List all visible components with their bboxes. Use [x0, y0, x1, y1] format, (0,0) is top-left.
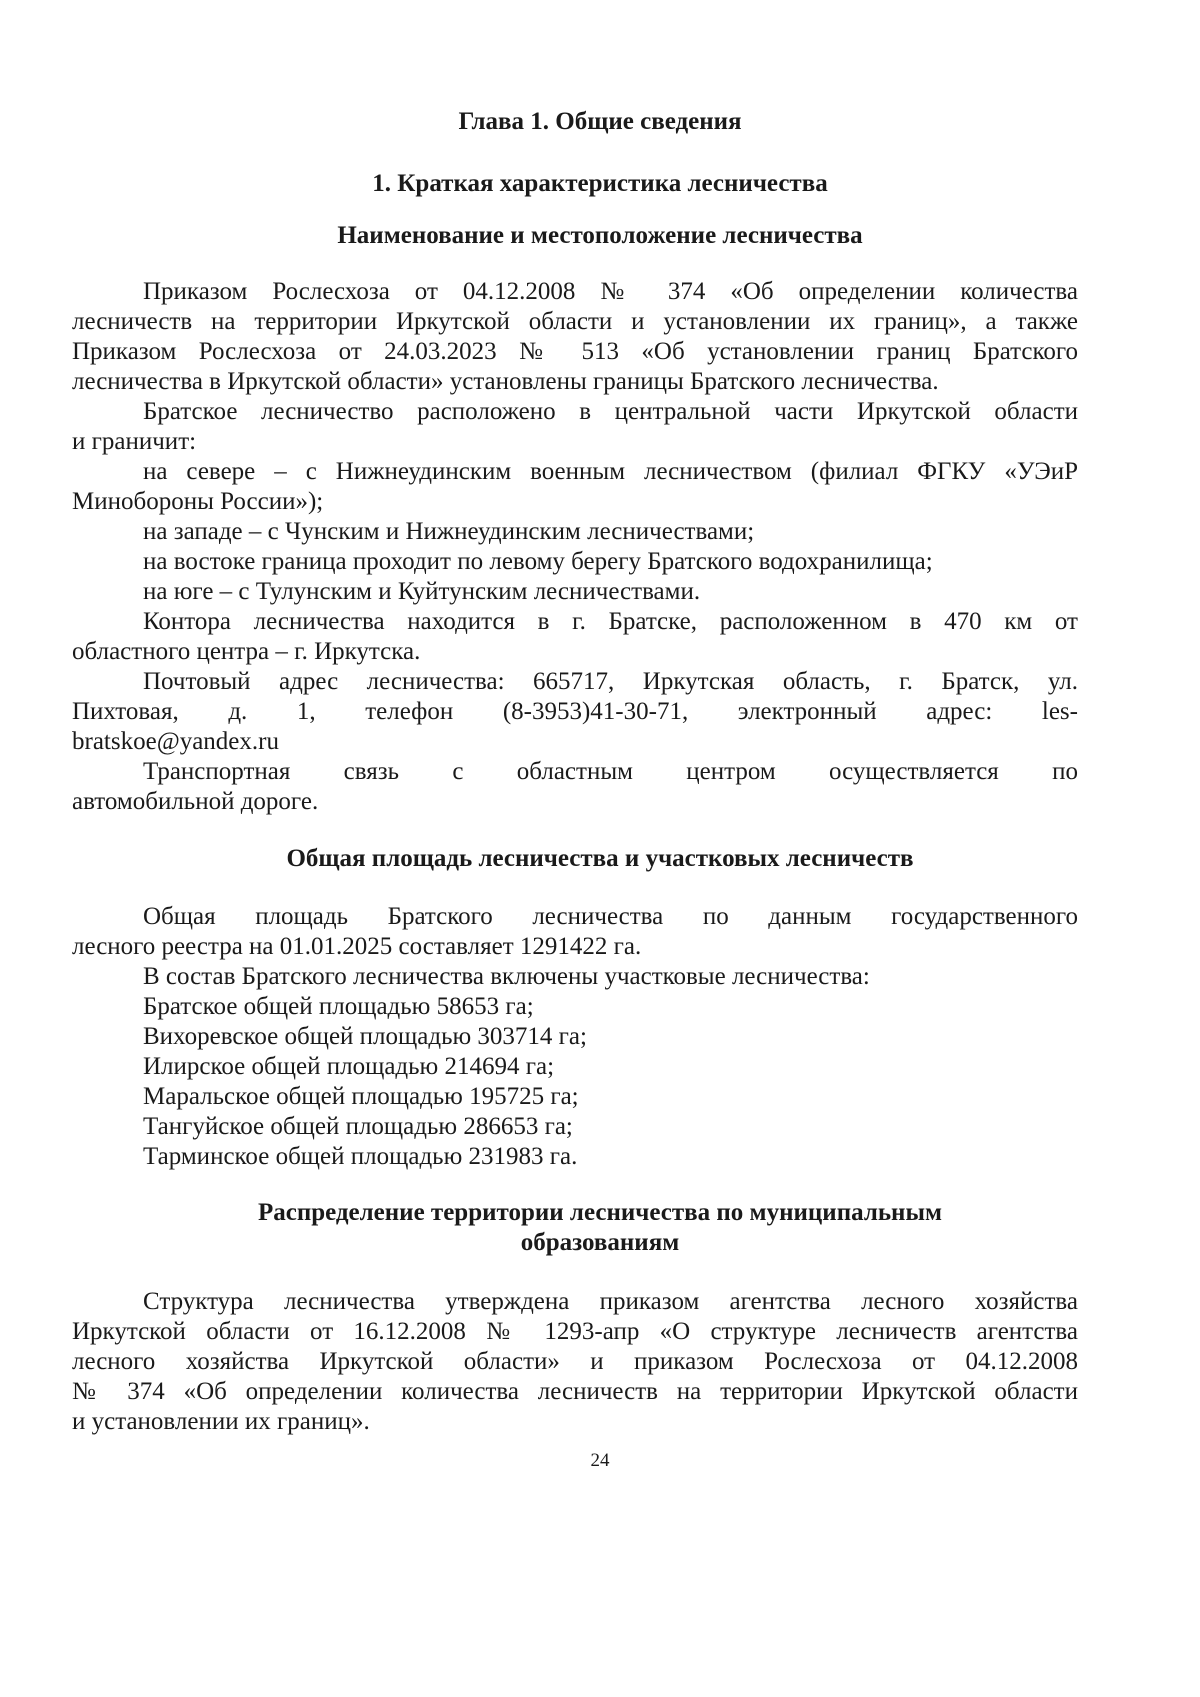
text-line: В состав Братского лесничества включены участковые лесничества:: [143, 963, 870, 990]
chapter-heading: Глава 1. Общие сведения: [458, 108, 742, 135]
list-item: Тангуйское общей площадью 286653 га;: [143, 1113, 573, 1140]
text-line: и граничит:: [72, 428, 197, 455]
text-line: на востоке граница проходит по левому берегу Братского водохранилища;: [143, 548, 933, 575]
text-line: на западе – с Чунским и Нижнеудинским лесничествами;: [143, 518, 755, 545]
subheading-distribution-cont: образованиям: [520, 1229, 680, 1256]
text-line: областного центра – г. Иркутска.: [72, 638, 421, 665]
section-heading: 1. Краткая характеристика лесничества: [372, 170, 828, 197]
text-line: Приказом Рослесхоза от 04.12.2008 № 374 «Об определении количества: [143, 278, 1078, 305]
text-line: лесного реестра на 01.01.2025 составляет 1291422 га.: [72, 933, 642, 960]
text-line: Общая площадь Братского лесничества по данным государственного: [143, 903, 1078, 930]
text-line: автомобильной дороге.: [72, 788, 319, 815]
text-line: и установлении их границ».: [72, 1408, 370, 1435]
subheading-distribution: Распределение территории лесничества по муниципальным: [257, 1199, 943, 1226]
list-item: Вихоревское общей площадью 303714 га;: [143, 1023, 587, 1050]
text-line: лесного хозяйства Иркутской области» и приказом Рослесхоза от 04.12.2008: [72, 1348, 1078, 1375]
list-item: Братское общей площадью 58653 га;: [143, 993, 534, 1020]
text-line: Транспортная связь с областным центром осуществляется по: [143, 758, 1078, 785]
text-line: на севере – с Нижнеудинским военным лесничеством (филиал ФГКУ «УЭиР: [143, 458, 1078, 485]
text-line: лесничеств на территории Иркутской области и установлении их границ», а также: [72, 308, 1078, 335]
text-line: Братское лесничество расположено в центральной части Иркутской области: [143, 398, 1078, 425]
text-line: Контора лесничества находится в г. Братске, расположенном в 470 км от: [143, 608, 1078, 635]
subheading-name-location: Наименование и местоположение лесничества: [337, 222, 863, 249]
text-line: Пихтовая, д. 1, телефон (8-3953)41-30-71, электронный адрес: les-: [72, 698, 1078, 725]
list-item: Илирское общей площадью 214694 га;: [143, 1053, 555, 1080]
subheading-area: Общая площадь лесничества и участковых лесничеств: [286, 845, 914, 872]
text-line: Почтовый адрес лесничества: 665717, Иркутская область, г. Братск, ул.: [143, 668, 1078, 695]
text-line: Минобороны России»);: [72, 488, 324, 515]
list-item: Тарминское общей площадью 231983 га.: [143, 1143, 578, 1170]
page-number: 24: [590, 1450, 610, 1471]
email-line: bratskoe@yandex.ru: [72, 728, 279, 755]
text-line: Структура лесничества утверждена приказом агентства лесного хозяйства: [143, 1288, 1078, 1315]
text-line: № 374 «Об определении количества лесничеств на территории Иркутской области: [72, 1378, 1078, 1405]
text-line: на юге – с Тулунским и Куйтунским лесничествами.: [143, 578, 701, 605]
text-line: Приказом Рослесхоза от 24.03.2023 № 513 «Об установлении границ Братского: [72, 338, 1078, 365]
list-item: Маральское общей площадью 195725 га;: [143, 1083, 579, 1110]
text-line: лесничества в Иркутской области» установлены границы Братского лесничества.: [72, 368, 939, 395]
text-line: Иркутской области от 16.12.2008 № 1293-апр «О структуре лесничеств агентства: [72, 1318, 1078, 1345]
